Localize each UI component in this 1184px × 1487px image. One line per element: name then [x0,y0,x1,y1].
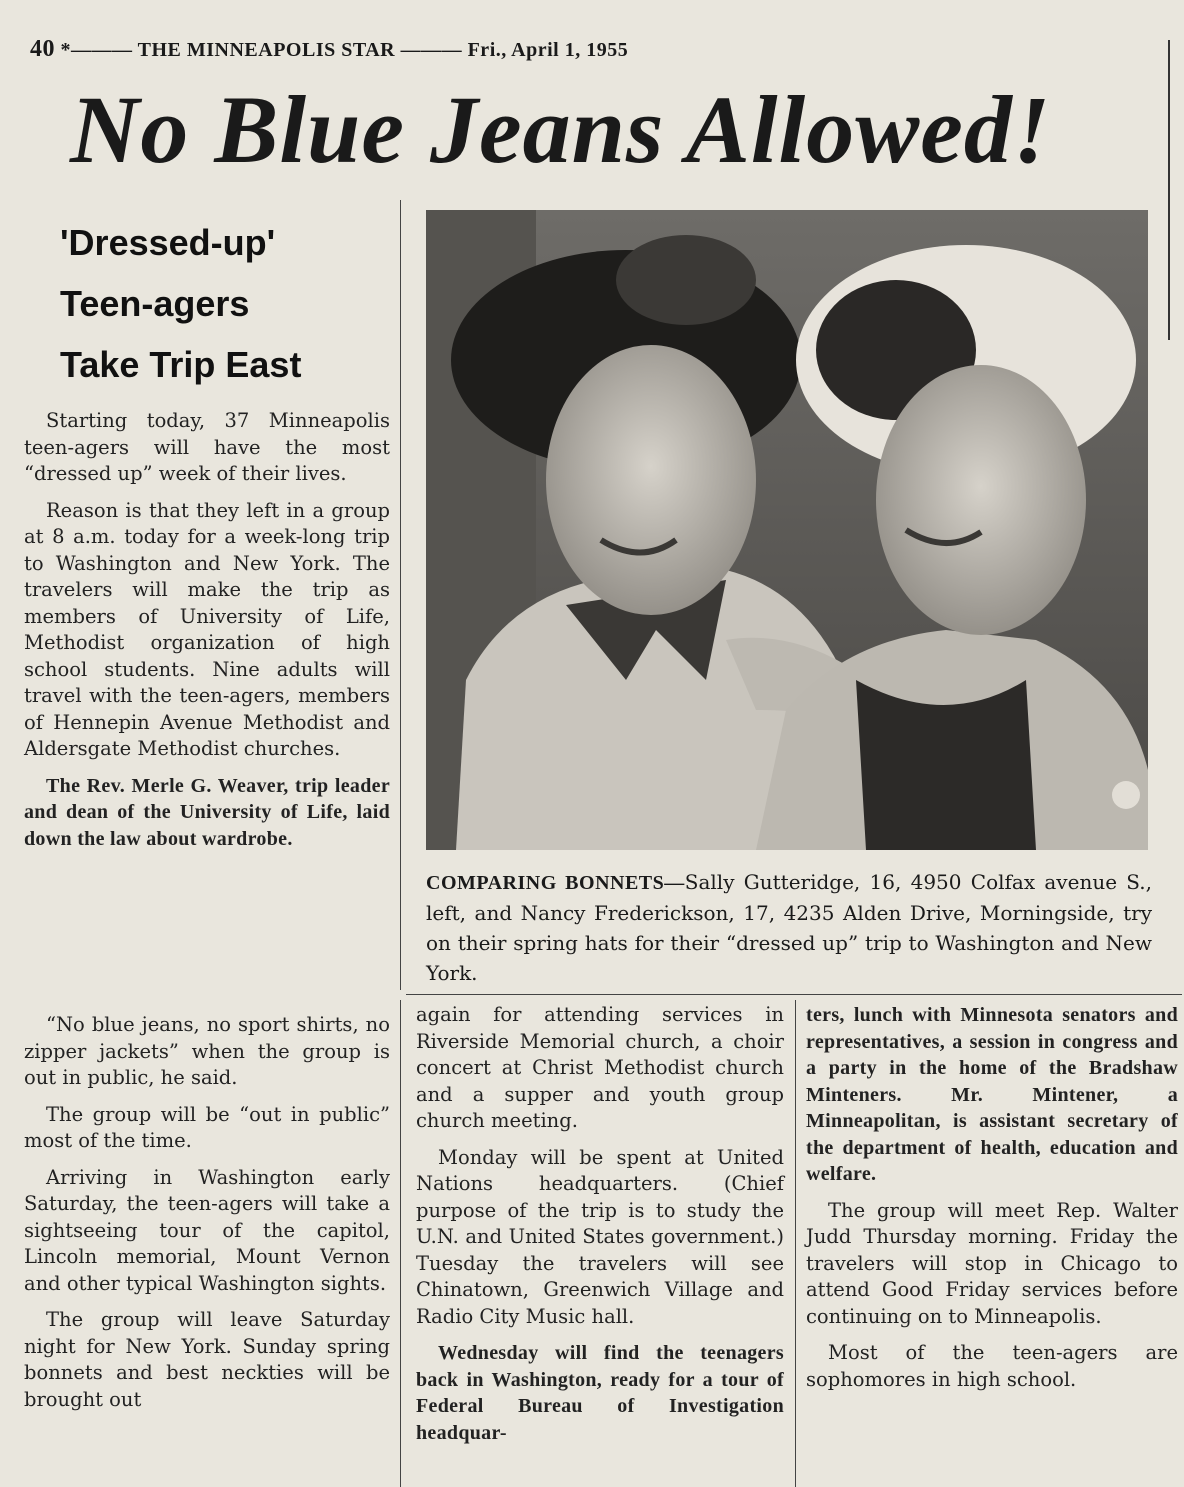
subhead-line: Teen-agers [60,283,250,324]
article-paragraph: The group will leave Saturday night for New York. Sunday spring bonnets and best neckties will be brought out [24,1308,390,1411]
article-paragraph-bold [416,1340,784,1446]
folio-separator: ——— [400,39,463,61]
subhead [60,212,390,395]
bold-text: Wednesday will find the teenagers back in Washington, ready for a tour of Federal Bureau of Investigation headquar- [416,1342,784,1444]
column-divider [400,1000,401,1487]
article-paragraph-bold [24,773,390,853]
article-paragraph-bold [806,1002,1178,1188]
folio-line [30,36,1160,63]
column-divider [795,1000,796,1487]
photo-caption [426,867,1152,988]
section-rule [406,994,1182,995]
article-paragraph: Monday will be spent at United Nations headquarters. (Chief purpose of the trip is to study the U.N. and United States government.) Tuesday the travelers will see Chinatown, Greenwich Village and Radio City Music hall. [416,1145,784,1328]
article-paragraph: The group will be “out in public” most of the time. [24,1102,390,1152]
article-paragraph: again for attending services in Riverside Memorial church, a choir concert at Christ Methodist church and a supper and youth group church meeting. [416,1003,784,1132]
article-column-1-continued [24,1012,390,1423]
publication-date: Fri., April 1, 1955 [467,39,629,61]
article-paragraph: The group will meet Rep. Walter Judd Thursday morning. Friday the travelers will stop in Chicago to attend Good Friday services before continuing on to Minneapolis. [806,1198,1178,1328]
headline: No Blue Jeans Allowed! [70,76,1052,183]
caption-lead: COMPARING BONNETS— [426,872,685,894]
article-column-1 [24,408,390,862]
caption-text: Sally Gutteridge, 16, 4950 Colfax avenue S., left, and Nancy Frederickson, 17, 4235 Alden Drive, Morningside, try on their spring hats for their “dressed up” trip to Washington and New York. [426,870,1153,985]
article-paragraph: Arriving in Washington early Saturday, the teen-agers will take a sightseeing tour of the capitol, Lincoln memorial, Mount Vernon and other typical Washington sights. [24,1165,390,1295]
article-paragraph: Most of the teen-agers are sophomores in high school. [806,1341,1178,1391]
article-column-3 [806,1002,1178,1403]
subhead-line: 'Dressed-up' [60,222,276,263]
article-paragraph: Reason is that they left in a group at 8 a.m. today for a week-long trip to Washington and New York. The travelers will make the trip as members of University of Life, Methodist organization of high school students. Nine adults will travel with the teen-agers, members of Hennepin Avenue Methodist and Aldersgate Methodist churches. [24,498,390,760]
page-number: 40 [30,36,55,62]
publication-name: THE MINNEAPOLIS STAR [137,39,396,61]
photo-two-girls-in-bonnets-icon [426,210,1148,850]
subhead-line: Take Trip East [60,344,302,385]
article-paragraph: “No blue jeans, no sport shirts, no zipper jackets” when the group is out in public, he said. [24,1013,390,1089]
bold-text: The Rev. Merle G. Weaver, trip leader and dean of the University of Life, laid down the law about wardrobe. [24,774,390,850]
article-column-2 [416,1002,784,1456]
folio-separator: *——— [60,39,138,61]
article-paragraph: Starting today, 37 Minneapolis teen-agers will have the most “dressed up” week of their lives. [24,409,390,485]
bold-text: ters, lunch with Minnesota senators and representatives, a session in congress and a party in the home of the Bradshaw Minteners. Mr. Mintener, a Minneapolitan, is assistant secretary of the department of health, education and welfare. [806,1004,1178,1185]
column-divider [1168,40,1170,340]
column-divider [400,200,401,990]
